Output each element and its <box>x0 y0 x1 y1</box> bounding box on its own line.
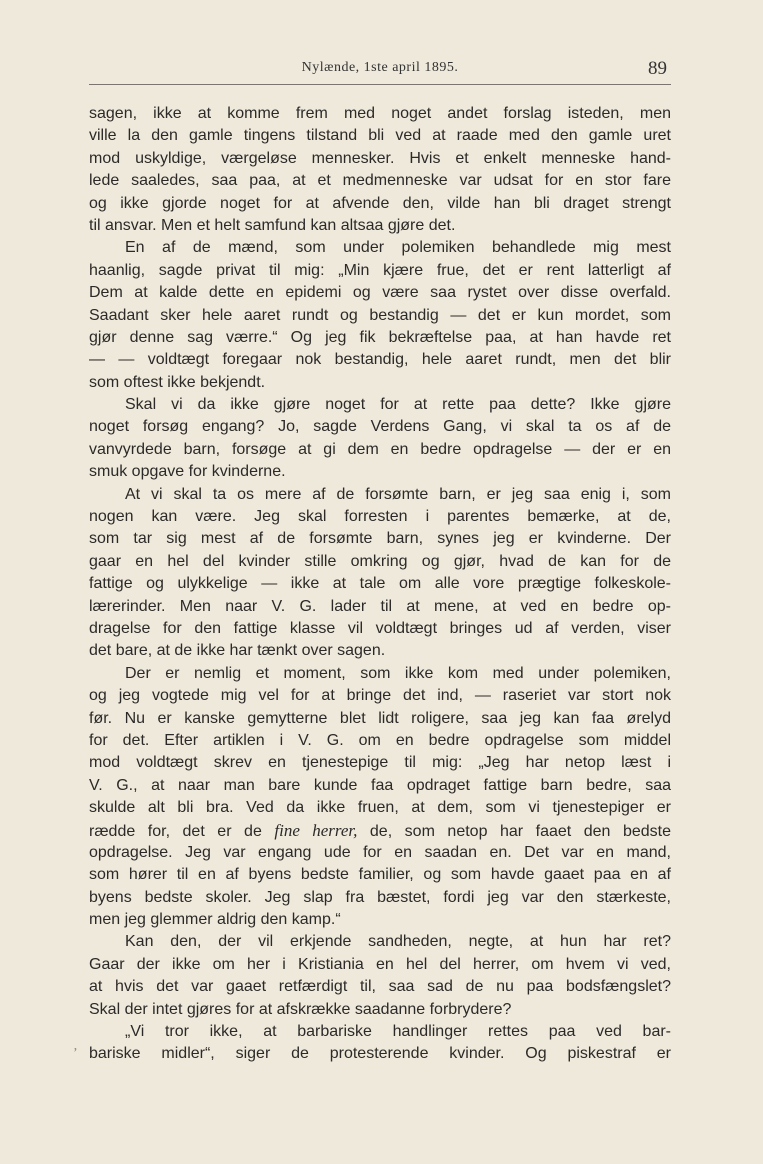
text-line <box>89 237 671 259</box>
text-line: for det. Efter artiklen i V. G. om en bedre opdragelse som middel <box>89 731 671 749</box>
text-line: men jeg glemmer aldrig den kamp.“ <box>89 911 341 929</box>
text-line: byens bedste skoler. Jeg slap fra bæstet, fordi jeg var den stærkeste, <box>89 888 671 906</box>
text-line: det bare, at de ikke har tænkt over sagen. <box>89 642 386 660</box>
text-line: Skal der intet gjøres for at afskrække saadanne forbrydere? <box>89 1000 512 1018</box>
page-number: 89 <box>648 58 667 79</box>
text-line: skulde alt bli bra. Ved da ikke fruen, at dem, som vi tjenestepiger er <box>89 799 671 817</box>
text-line: som oftest ikke bekjendt. <box>89 373 266 391</box>
text-line: Saadant sker hele aaret rundt og bestandig — det er kun mordet, som <box>89 306 671 324</box>
line-text: At vi skal ta os mere af de forsømte barn, er jeg saa enig i, som <box>125 485 671 503</box>
text-line: lærerinder. Men naar V. G. lader til at mene, at ved en bedre op- <box>89 597 671 615</box>
line-text: Der er nemlig et moment, som ikke kom med under polemiken, <box>125 664 671 682</box>
text-line: lede saaledes, saa paa, at et medmenneske var udsat for en stor fare <box>89 172 671 190</box>
italic-phrase: fine herrer, <box>274 820 358 840</box>
text-line: gaar en hel del kvinder stille omkring og gjør, hvad de kan for de <box>89 552 671 570</box>
text-line: gjør denne sag værre.“ Og jeg fik bekræftelse paa, at han havde ret <box>89 328 671 346</box>
text-line: haanlig, sagde privat til mig: „Min kjære frue, det er rent latterligt af <box>89 261 671 279</box>
body-text <box>89 103 671 1066</box>
margin-mark: ’ <box>73 1046 78 1061</box>
text-line: noget forsøg engang? Jo, sagde Verdens Gang, vi skal ta os af de <box>89 418 671 436</box>
text-line: V. G., at naar man bare kunde faa opdraget fattige barn bedre, saa <box>89 776 671 794</box>
line-text: Kan den, der vil erkjende sandheden, negte, at hun har ret? <box>125 933 671 951</box>
text-line: sagen, ikke at komme frem med noget andet forslag isteden, men <box>89 105 671 122</box>
text-line: ville la den gamle tingens tilstand bli ved at raade med den gamle uret <box>89 127 671 145</box>
text-line <box>89 663 671 685</box>
line-text: de, som netop har faaet den bedste <box>369 822 671 840</box>
text-line: — — voldtægt foregaar nok bestandig, hele aaret rundt, men det blir <box>89 351 671 369</box>
text-line: til ansvar. Men et helt samfund kan altsaa gjøre det. <box>89 216 456 234</box>
text-line: dragelse for den fattige klasse vil voldtægt bringes ud af verden, viser <box>89 619 671 637</box>
text-line: og ikke gjorde noget for at afvende den, vilde han bli draget strengt <box>89 194 671 212</box>
text-line: før. Nu er kanske gemytterne blet lidt roligere, saa jeg kan faa ørelyd <box>89 709 671 727</box>
page-header <box>89 58 671 84</box>
text-line: som tar sig mest af de forsømte barn, synes jeg er kvinderne. Der <box>89 530 671 548</box>
text-line: Gaar der ikke om her i Kristiania en hel del herrer, om hvem vi ved, <box>89 955 671 973</box>
line-text: rædde for, det er de <box>89 822 262 840</box>
text-line: mod voldtægt skrev en tjenestepige til mig: „Jeg har netop læst i <box>89 754 671 772</box>
text-line: fattige og ulykkelige — ikke at tale om alle vore prægtige folkeskole- <box>89 575 671 593</box>
text-line: opdragelse. Jeg var engang ude for en saadan en. Det var en mand, <box>89 843 671 861</box>
text-line: Dem at kalde dette en epidemi og være saa rystet over disse overfald. <box>89 284 671 302</box>
text-line: nogen kan være. Jeg skal forresten i parentes bemærke, at de, <box>89 508 671 526</box>
line-text: Skal vi da ikke gjøre noget for at rette paa dette? Ikke gjøre <box>125 396 671 414</box>
text-line: at hvis det var gaaet retfærdigt til, saa sad de nu paa bodsfængslet? <box>89 978 671 996</box>
text-line: og jeg vogtede mig vel for at bringe det ind, — raseriet var stort nok <box>89 687 671 705</box>
text-line: vanvyrdede barn, forsøge at gi dem en bedre opdragelse — der er en <box>89 440 671 458</box>
text-line: smuk opgave for kvinderne. <box>89 463 286 481</box>
text-line: som hører til en af byens bedste familier, og som havde gaaet paa en af <box>89 866 671 884</box>
running-head: Nylænde, 1ste april 1895. <box>301 60 459 75</box>
text-line: bariske midler“, siger de protesterende kvinder. Og piskestraf er <box>89 1045 671 1063</box>
text-line: mod uskyldige, værgeløse mennesker. Hvis et enkelt menneske hand- <box>89 149 671 167</box>
text-line <box>89 1021 671 1043</box>
text-line <box>89 484 671 506</box>
header-rule <box>89 84 671 85</box>
text-line <box>89 820 671 842</box>
line-text: En af de mænd, som under polemiken behandlede mig mest <box>125 239 671 257</box>
text-line <box>89 931 671 953</box>
line-text: „Vi tror ikke, at barbariske handlinger rettes paa ved bar- <box>125 1023 671 1041</box>
text-line <box>89 394 671 416</box>
